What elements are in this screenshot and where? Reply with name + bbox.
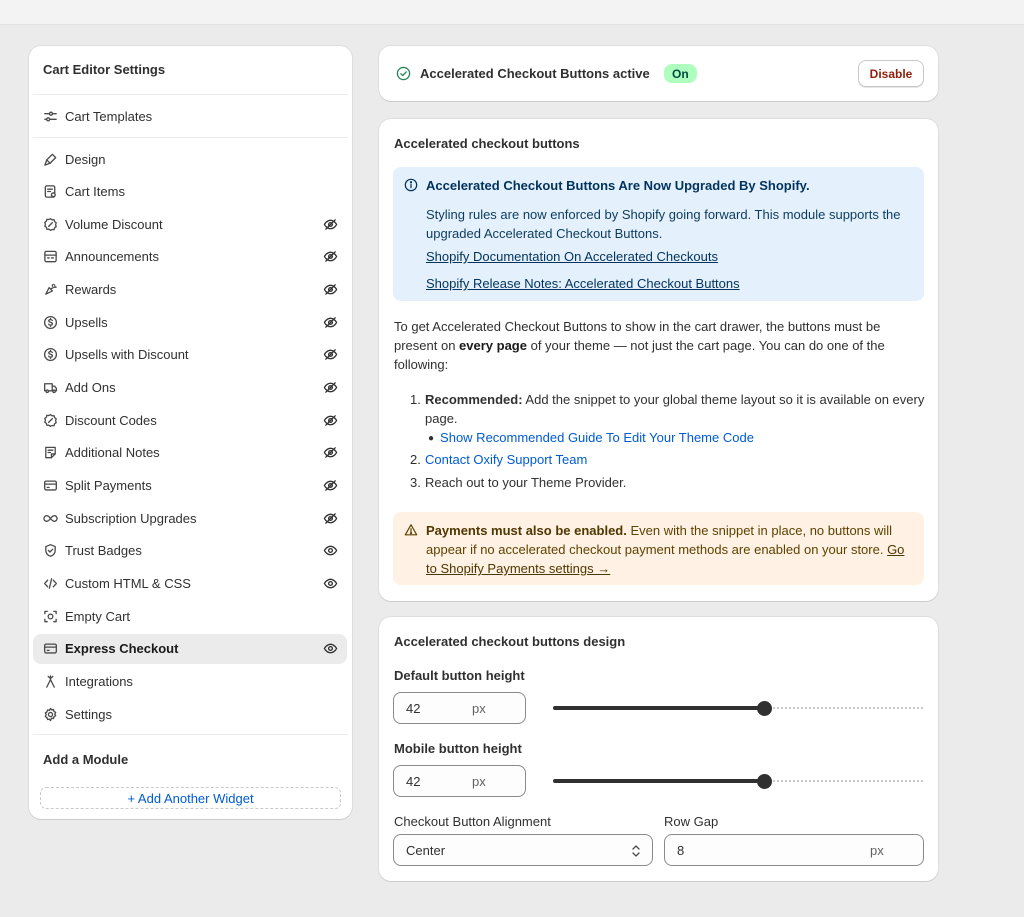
discount-icon [42, 216, 58, 232]
eye-off-icon[interactable] [322, 380, 338, 396]
sidebar-item-label: Upsells with Discount [65, 347, 189, 363]
shopify-payments-link[interactable]: Go to Shopify Payments settings → [426, 542, 905, 576]
status-badge: On [664, 64, 697, 83]
sidebar-item-settings[interactable] [33, 699, 347, 729]
eye-icon[interactable] [322, 543, 338, 559]
sidebar-item-label: Rewards [65, 282, 117, 298]
add-widget-button[interactable]: + Add Another Widget [40, 787, 341, 809]
list-number: 1. [410, 392, 421, 407]
alignment-label: Checkout Button Alignment [394, 814, 551, 829]
accelerated-checkout-info-card [379, 119, 938, 601]
input-value: 42 [406, 773, 421, 789]
sidebar-item-split-payments[interactable] [33, 471, 347, 501]
input-value: 8 [677, 842, 685, 858]
banner-title: Accelerated Checkout Buttons Are Now Upgraded By Shopify. [426, 178, 810, 193]
warning-body: Even with the snippet in place, no buttons will appear if no accelerated checkout payment methods are enabled on your store. [426, 523, 893, 557]
eye-off-icon[interactable] [322, 314, 338, 330]
paragraph-text: To get Accelerated Checkout Buttons to show in the cart drawer, the buttons must be present on [394, 319, 881, 353]
status-card [379, 46, 938, 101]
slider-fill [553, 706, 764, 710]
sidebar-item-empty-cart[interactable] [33, 601, 347, 631]
bullet: ● [428, 433, 435, 444]
sidebar-item-trust-badges[interactable] [33, 536, 347, 566]
row-gap-input[interactable] [664, 834, 924, 866]
cart-list-icon [42, 184, 58, 200]
slider-fill [553, 779, 764, 783]
sidebar-item-announcements[interactable] [33, 242, 347, 272]
rewards-icon [42, 282, 58, 298]
eye-off-icon[interactable] [322, 478, 338, 494]
row-gap-label: Row Gap [664, 814, 719, 829]
chevron-updown-icon [630, 843, 642, 859]
card-title: Accelerated checkout buttons design [394, 634, 626, 649]
code-icon [42, 575, 58, 591]
announcement-icon [42, 249, 58, 265]
alignment-select[interactable] [393, 834, 653, 866]
empty-cart-icon [42, 608, 58, 624]
sidebar-item-label: Custom HTML & CSS [65, 575, 191, 591]
list-number: 3. [410, 475, 421, 490]
shield-check-icon [42, 543, 58, 559]
integration-icon [42, 673, 58, 689]
sidebar-item-label: Additional Notes [65, 445, 160, 461]
eye-off-icon[interactable] [322, 249, 338, 265]
gear-icon [42, 706, 58, 722]
sidebar-item-label: Integrations [65, 673, 133, 689]
sub-list-item [428, 428, 754, 449]
shopify-release-notes-link[interactable]: Shopify Release Notes: Accelerated Checkout Buttons [426, 276, 740, 291]
note-icon [42, 445, 58, 461]
warning-title: Payments must also be enabled. [426, 523, 627, 538]
sidebar-item-upsells[interactable] [33, 307, 347, 337]
warning-text [426, 521, 916, 578]
credit-card-icon [42, 641, 58, 657]
default-height-slider[interactable] [553, 701, 923, 715]
sidebar-item-cart-items[interactable] [33, 177, 347, 207]
divider [33, 94, 348, 95]
select-value: Center [406, 842, 446, 858]
sidebar-item-integrations[interactable] [33, 666, 347, 696]
card-title: Accelerated checkout buttons [394, 136, 580, 151]
truck-icon [42, 380, 58, 396]
eye-off-icon[interactable] [322, 347, 338, 363]
input-value: 42 [406, 700, 421, 716]
sidebar-item-label: Cart Templates [65, 108, 153, 124]
sidebar-item-label: Volume Discount [65, 216, 163, 232]
warning-banner [393, 512, 924, 585]
settings-sidebar [29, 46, 352, 819]
eye-off-icon[interactable] [322, 282, 338, 298]
sidebar-item-label: Add Ons [65, 380, 116, 396]
sidebar-item-label: Cart Items [65, 184, 125, 200]
unit-suffix: px [472, 700, 486, 716]
recommended-guide-link[interactable]: Show Recommended Guide To Edit Your Theme Code [440, 430, 754, 445]
sidebar-item-label: Empty Cart [65, 608, 131, 624]
instructions-paragraph [394, 317, 924, 374]
sidebar-item-subscription-upgrades[interactable] [33, 503, 347, 533]
sidebar-item-add-ons[interactable] [33, 373, 347, 403]
mobile-height-label: Mobile button height [394, 741, 522, 756]
eye-icon[interactable] [322, 575, 338, 591]
add-module-heading: Add a Module [43, 752, 129, 767]
info-icon [404, 178, 418, 192]
unit-suffix: px [472, 773, 486, 789]
sidebar-item-label: Design [65, 151, 106, 167]
infinity-icon [42, 510, 58, 526]
sidebar-item-express-checkout[interactable] [33, 634, 347, 664]
list-item [410, 473, 930, 492]
divider [33, 734, 348, 735]
list-item-text: Reach out to your Theme Provider. [425, 475, 627, 490]
top-bar [0, 0, 1024, 25]
eye-icon[interactable] [322, 641, 338, 657]
list-number: 2. [410, 452, 421, 467]
slider-thumb[interactable] [757, 774, 772, 789]
sidebar-item-label: Announcements [65, 249, 159, 265]
design-card [379, 617, 938, 881]
sliders-icon [42, 108, 58, 124]
sidebar-item-additional-notes[interactable] [33, 438, 347, 468]
status-text: Accelerated Checkout Buttons active [420, 66, 650, 81]
list-item-text: Add the snippet to your global theme layout so it is available on every page. [425, 392, 925, 426]
list-item [410, 390, 930, 450]
sidebar-item-upsells-with-discount[interactable] [33, 340, 347, 370]
eye-off-icon[interactable] [322, 510, 338, 526]
discount-icon [42, 412, 58, 428]
list-item [410, 450, 930, 469]
sidebar-item-custom-html-and-css[interactable] [33, 568, 347, 598]
sidebar-item-label: Discount Codes [65, 412, 157, 428]
dollar-icon [42, 347, 58, 363]
sidebar-item-volume-discount[interactable] [33, 209, 347, 239]
check-circle-icon [396, 66, 411, 81]
info-banner [393, 167, 924, 301]
sidebar-item-label: Trust Badges [65, 543, 142, 559]
sidebar-title: Cart Editor Settings [43, 62, 166, 77]
sidebar-item-label: Subscription Upgrades [65, 510, 197, 526]
brush-icon [42, 151, 58, 167]
sidebar-item-cart-templates[interactable] [33, 101, 347, 131]
sidebar-item-label: Split Payments [65, 478, 152, 493]
credit-card-icon [42, 478, 58, 494]
sidebar-item-label: Settings [65, 706, 112, 722]
divider [33, 137, 348, 138]
dollar-icon [42, 314, 58, 330]
sidebar-item-discount-codes[interactable] [33, 405, 347, 435]
warning-icon [404, 523, 418, 537]
default-height-input[interactable] [393, 692, 526, 724]
default-height-label: Default button height [394, 668, 525, 683]
disable-button[interactable]: Disable [858, 60, 924, 87]
banner-body: Styling rules are now enforced by Shopify going forward. This module supports the upgraded Accelerated Checkout Buttons. [426, 207, 901, 241]
slider-thumb[interactable] [757, 701, 772, 716]
paragraph-text: of your theme — not just the cart page. You can do one of the following: [394, 338, 885, 372]
eye-off-icon[interactable] [322, 445, 338, 461]
eye-off-icon[interactable] [322, 412, 338, 428]
sidebar-item-label: Express Checkout [65, 641, 179, 657]
eye-off-icon[interactable] [322, 216, 338, 232]
shopify-docs-link[interactable]: Shopify Documentation On Accelerated Checkouts [426, 249, 718, 264]
unit-suffix: px [870, 842, 884, 858]
mobile-height-input[interactable] [393, 765, 526, 797]
sidebar-item-rewards[interactable] [33, 275, 347, 305]
sidebar-item-label: Upsells [65, 314, 108, 330]
mobile-height-slider[interactable] [553, 774, 923, 788]
list-item-emphasis: Recommended: [425, 392, 523, 407]
contact-support-link[interactable]: Contact Oxify Support Team [425, 452, 588, 467]
paragraph-emphasis: every page [459, 338, 527, 353]
sidebar-item-design[interactable] [33, 144, 347, 174]
